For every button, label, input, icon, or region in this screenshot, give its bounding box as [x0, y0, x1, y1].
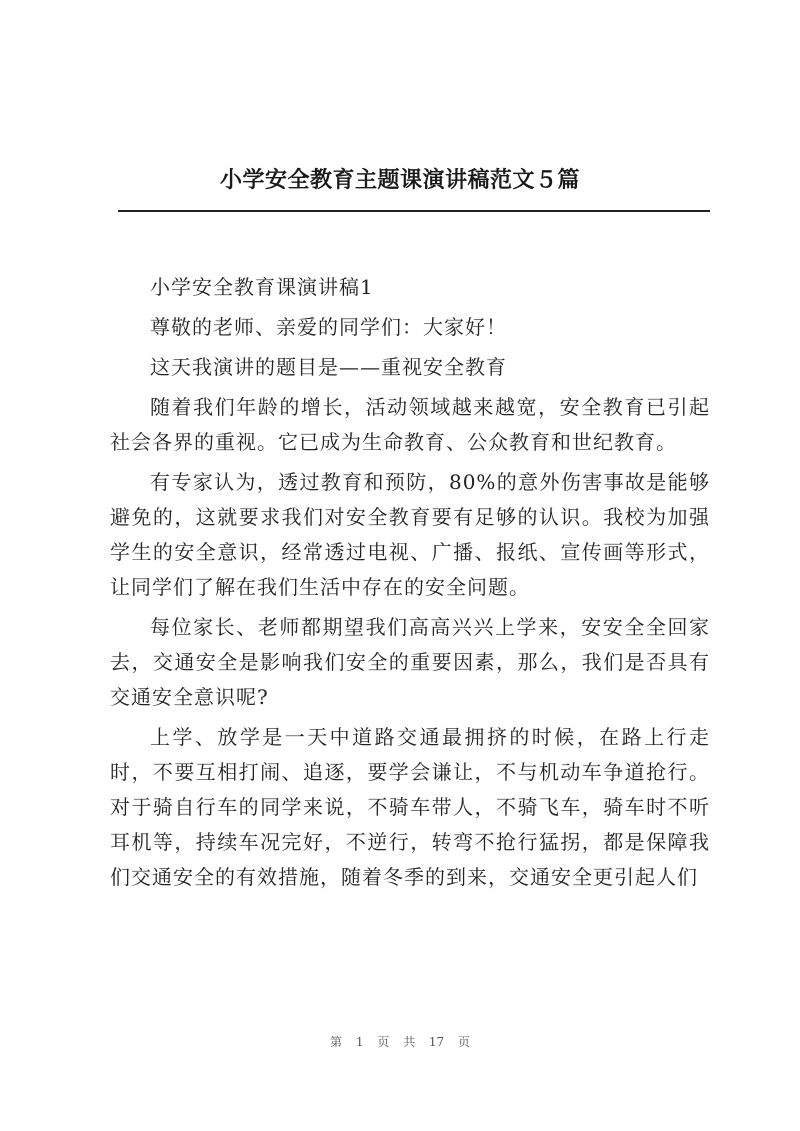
paragraph-speech-heading: 小学安全教育课演讲稿1	[150, 275, 374, 299]
document-title: 小学安全教育主题课演讲稿范文５篇	[219, 167, 580, 193]
paragraph: 上学、放学是一天中道路交通最拥挤的时候，在路上行走时，不要互相打闹、追逐，要学会谦让，不与机动车争道抢行。对于骑自行车的同学来说，不骑车带人，不骑飞车，骑车时不听耳机等，持续车况完好，不逆行，转弯不抢行猛拐，都是保障我们交通安全的有效措施，随着冬季的到来，交通安全更引起人们	[110, 725, 710, 889]
page-number-footer: 第 1 页 共 17 页	[330, 1035, 470, 1049]
paragraph: 有专家认为，透过教育和预防，80%的意外伤害事故是能够避免的，这就要求我们对安全教育要有足够的认识。我校为加强学生的安全意识，经常透过电视、广播、报纸、宣传画等形式，让同学们了解在我们生活中存在的安全问题。	[110, 470, 710, 599]
paragraph-topic: 这天我演讲的题目是——重视安全教育	[150, 355, 507, 379]
paragraph: 每位家长、老师都期望我们高高兴兴上学来，安安全全回家去，交通安全是影响我们安全的重要因素，那么，我们是否具有交通安全意识呢?	[110, 615, 710, 709]
document-body	[110, 270, 710, 900]
paragraph: 随着我们年龄的增长，活动领域越来越宽，安全教育已引起社会各界的重视。它已成为生命教育、公众教育和世纪教育。	[110, 395, 710, 454]
title-underline	[118, 210, 710, 212]
paragraph-greeting: 尊敬的老师、亲爱的同学们：大家好！	[150, 315, 507, 339]
